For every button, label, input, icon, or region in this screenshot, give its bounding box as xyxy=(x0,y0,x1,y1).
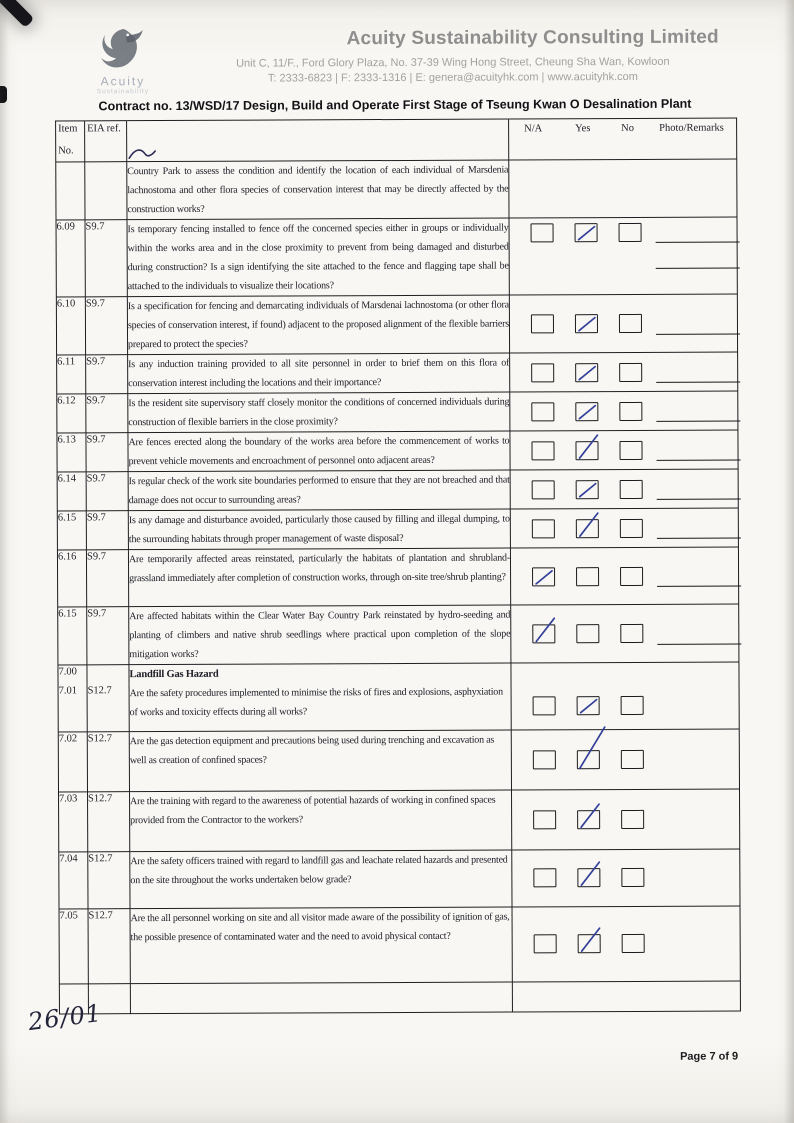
question-cell: Is regular check of the work site boundaries performed to ensure that they are not breached and that damage does not occur to surrounding areas? xyxy=(128,470,510,511)
answer-cell xyxy=(510,547,738,605)
checklist-row xyxy=(57,391,738,433)
remark-blank-line[interactable] xyxy=(657,585,741,586)
answer-cell xyxy=(512,849,740,907)
checklist-row xyxy=(56,159,737,220)
answer-cell xyxy=(511,682,739,730)
item-no-cell: 7.02 xyxy=(58,731,87,791)
answer-cell xyxy=(510,469,738,509)
question-cell: Is any damage and disturbance avoided, particularly those caused by filling and illegal dumping, to the surrounding habitats through proper management of waste disposal? xyxy=(128,509,510,550)
eia-ref-cell: S9.7 xyxy=(85,220,127,297)
checklist-row xyxy=(56,217,737,297)
remark-blank-line[interactable] xyxy=(657,459,741,460)
checkbox-no[interactable] xyxy=(622,934,645,953)
checklist-row xyxy=(58,604,739,665)
item-no-cell: 6.15 xyxy=(57,511,86,550)
company-contact: T: 2333-6823 | F: 2333-1316 | E: genera@acuityhk.com | www.acuityhk.com xyxy=(267,70,638,85)
page-number: Page 7 of 9 xyxy=(680,1050,739,1063)
answer-cell xyxy=(509,159,737,218)
header-question-column xyxy=(127,119,509,162)
checkbox-yes[interactable] xyxy=(575,441,598,460)
check-mark-icon xyxy=(578,751,600,769)
header-eia-ref xyxy=(85,121,127,162)
check-mark-icon xyxy=(577,520,599,538)
question-cell xyxy=(130,982,512,1014)
checkbox-yes[interactable] xyxy=(577,868,600,887)
item-no-cell: 6.14 xyxy=(57,472,86,511)
company-address: Unit C, 11/F., Ford Glory Plaza, No. 37-39 Wing Hong Street, Cheung Sha Wan, Kowloon xyxy=(236,55,670,70)
checkbox-no[interactable] xyxy=(621,809,644,828)
check-mark-icon xyxy=(578,697,600,715)
checkbox-yes[interactable] xyxy=(575,314,598,333)
check-mark-icon xyxy=(578,811,600,829)
checkbox-no[interactable] xyxy=(620,566,643,585)
item-no-cell: 7.05 xyxy=(59,908,88,983)
question-cell: Are affected habitats within the Clear Water Bay Country Park reinstated by hydro-seeding and planting of climbers and native shrub seedlings where practical upon completion of the slope mitigation works? xyxy=(129,605,511,665)
question-cell: Are the training with regard to the awareness of potential hazards of working in confined spaces provided from the Contractor to the workers? xyxy=(129,790,511,852)
checkbox-na[interactable] xyxy=(531,402,554,421)
checkbox-no[interactable] xyxy=(620,518,643,537)
eia-ref-cell: S12.7 xyxy=(88,851,130,908)
handwritten-date: 26/01 xyxy=(26,998,104,1037)
header-item-no xyxy=(56,121,85,162)
question-cell: Are the safety procedures implemented to minimise the risks of fires and explosions, asphyxiation of works and toxicity effects during all works? xyxy=(129,683,511,732)
eia-ref-cell xyxy=(85,162,127,220)
checklist-row xyxy=(56,294,737,355)
remark-blank-line[interactable] xyxy=(656,382,740,383)
header-eia-label: EIA ref. xyxy=(87,123,121,135)
checklist-body xyxy=(56,159,741,1013)
check-mark-icon xyxy=(579,935,601,953)
item-no-cell: 7.03 xyxy=(59,791,88,851)
answer-cell xyxy=(509,294,737,353)
checkbox-no[interactable] xyxy=(619,440,642,459)
section-heading-cell: Landfill Gas Hazard xyxy=(129,663,511,684)
checklist-table xyxy=(55,118,741,1014)
answer-cell xyxy=(509,217,737,295)
checkbox-no[interactable] xyxy=(619,223,642,242)
answer-cell xyxy=(512,981,740,1012)
item-no-cell: 7.00 xyxy=(58,665,87,685)
checklist-row xyxy=(59,849,740,909)
item-no-cell: 6.11 xyxy=(57,355,86,394)
eia-ref-cell: S12.7 xyxy=(87,684,129,731)
answer-cell xyxy=(510,430,738,470)
check-mark-icon xyxy=(578,869,600,887)
item-no-cell: 7.04 xyxy=(59,851,88,908)
item-no-cell: 6.13 xyxy=(57,433,86,472)
answer-cell xyxy=(511,729,739,790)
item-no-cell: 7.01 xyxy=(58,684,87,731)
contract-title: Contract no. 13/WSD/17 Design, Build and Operate First Stage of Tseung Kwan O Desalination Plant xyxy=(98,96,692,114)
answer-cell xyxy=(510,352,738,392)
item-no-cell: 6.12 xyxy=(57,394,86,433)
checkbox-na[interactable] xyxy=(533,696,556,715)
item-no-cell: 6.09 xyxy=(56,220,85,297)
header-answer-columns xyxy=(509,118,737,160)
checkbox-na[interactable] xyxy=(531,363,554,382)
checkbox-na[interactable] xyxy=(531,441,554,460)
checkbox-na[interactable] xyxy=(531,223,554,242)
checkbox-yes[interactable] xyxy=(576,480,599,499)
checkbox-yes[interactable] xyxy=(576,519,599,538)
checkbox-yes[interactable] xyxy=(577,696,600,715)
table-header-row xyxy=(56,118,737,162)
checklist-row xyxy=(59,789,740,852)
logo-subtitle: Sustainability xyxy=(96,88,150,96)
checkbox-yes[interactable] xyxy=(577,750,600,769)
checkbox-yes[interactable] xyxy=(575,363,598,382)
checkbox-no[interactable] xyxy=(619,362,642,381)
checklist-row xyxy=(57,508,738,550)
question-cell: Country Park to assess the condition and identify the location of each individual of Marsdenia lachnostoma and other flora species of conservation interest that may be directly affected by the construction works? xyxy=(127,160,509,220)
checkbox-yes[interactable] xyxy=(577,810,600,829)
question-cell: Are the safety officers trained with regard to landfill gas and leachate related hazards and presented on the site throughout the works undertaken below grade? xyxy=(130,850,512,909)
check-mark-icon xyxy=(576,315,598,333)
checkbox-yes[interactable] xyxy=(576,567,599,586)
check-mark-icon xyxy=(576,403,598,421)
eia-ref-cell xyxy=(87,665,129,685)
item-no-cell xyxy=(56,162,85,220)
checkbox-na[interactable] xyxy=(531,314,554,333)
header-item-label: Item xyxy=(58,123,78,135)
checkbox-na[interactable] xyxy=(533,750,556,769)
checklist-row xyxy=(57,469,738,511)
eia-ref-cell: S9.7 xyxy=(87,607,129,665)
eia-ref-cell: S12.7 xyxy=(88,908,130,983)
eia-ref-cell: S9.7 xyxy=(86,355,128,394)
check-mark-icon xyxy=(533,625,555,643)
checkbox-na[interactable] xyxy=(533,810,556,829)
eia-ref-cell: S9.7 xyxy=(86,394,128,433)
checkbox-no[interactable] xyxy=(619,401,642,420)
answer-cell xyxy=(512,906,740,982)
remark-blank-line[interactable] xyxy=(656,421,740,422)
check-mark-icon xyxy=(576,364,598,382)
checkbox-no[interactable] xyxy=(621,868,644,887)
checkbox-no[interactable] xyxy=(621,749,644,768)
checklist-row xyxy=(57,430,738,472)
checkbox-no[interactable] xyxy=(619,314,642,333)
header-no-col-label: No xyxy=(621,122,634,135)
item-no-cell: 6.10 xyxy=(56,297,85,355)
checkbox-no[interactable] xyxy=(621,696,644,715)
checkbox-na[interactable] xyxy=(532,624,555,643)
eia-ref-cell: S12.7 xyxy=(87,791,129,851)
checklist-row xyxy=(59,906,740,984)
header-remarks-label: Photo/Remarks xyxy=(659,122,724,134)
answer-cell xyxy=(511,662,739,682)
remark-blank-line[interactable] xyxy=(657,537,741,538)
question-cell: Are fences erected along the boundary of the works area before the commencement of works to prevent vehicle movements and encroachment of personnel onto adjacent areas? xyxy=(128,431,510,472)
item-no-cell: 6.15 xyxy=(58,607,87,665)
checkbox-na[interactable] xyxy=(533,868,556,887)
header-na-label: N/A xyxy=(524,123,543,135)
checkbox-yes[interactable] xyxy=(576,624,599,643)
check-mark-icon xyxy=(576,442,598,460)
checkbox-na[interactable] xyxy=(534,934,557,953)
logo-name: Acuity xyxy=(100,74,146,89)
checkbox-yes[interactable] xyxy=(578,934,601,953)
header-yes-label: Yes xyxy=(575,123,591,135)
question-cell: Are the all personnel working on site and all visitor made aware of the possibility of ignition of gas, the possible presence of contaminated water and the need to avoid physical contact? xyxy=(130,907,512,984)
checklist-row xyxy=(57,547,738,607)
question-cell: Is a specification for fencing and demarcating individuals of Marsdenai lachnostoma (or other flora species of conservation interest, if found) adjacent to the proposed alignment of the flexible barriers prepared to protect the species? xyxy=(127,295,509,355)
checklist-row xyxy=(57,352,738,394)
question-cell: Are the gas detection equipment and precautions being used during trenching and excavation as well as creation of confined spaces? xyxy=(129,730,511,792)
eia-ref-cell: S9.7 xyxy=(86,472,128,511)
check-mark-icon xyxy=(533,568,555,586)
checkbox-na[interactable] xyxy=(532,567,555,586)
header-no-label: No. xyxy=(58,145,74,157)
eia-ref-cell: S12.7 xyxy=(87,731,129,791)
remark-blank-line[interactable] xyxy=(657,498,741,499)
answer-cell xyxy=(511,604,739,663)
answer-cell xyxy=(510,391,738,431)
eia-ref-cell: S9.7 xyxy=(86,511,128,550)
remark-blank-line[interactable] xyxy=(656,242,740,243)
item-no-cell: 6.16 xyxy=(57,550,86,607)
checklist-row xyxy=(59,981,740,1014)
remark-blank-line[interactable] xyxy=(656,333,740,334)
checkbox-no[interactable] xyxy=(620,479,643,498)
check-mark-icon xyxy=(576,224,598,242)
answer-cell xyxy=(511,789,739,850)
eia-ref-cell: S9.7 xyxy=(85,297,127,355)
company-name: Acuity Sustainability Consulting Limited xyxy=(346,26,719,50)
question-cell: Are temporarily affected areas reinstated, particularly the habitats of plantation and shrubland-grassland immediately after completion of construction works, through on-site tree/shrub planting? xyxy=(128,548,510,607)
question-cell: Is temporary fencing installed to fence off the concerned species either in groups or individually within the works area and in the close proximity to prevent from being damaged and disturbed during construction? Is a sign identifying the site attached to the fence and flagging tape shall be attached to the individuals to visualize their locations? xyxy=(127,218,509,297)
answer-cell xyxy=(510,508,738,548)
remark-blank-line[interactable] xyxy=(657,643,741,644)
question-cell: Is any induction training provided to all site personnel in order to brief them on this flora of conservation interest including the locations and their importance? xyxy=(128,353,510,394)
checkbox-yes[interactable] xyxy=(575,223,598,242)
eia-ref-cell: S9.7 xyxy=(86,550,128,607)
checklist-row xyxy=(58,682,739,732)
checkbox-yes[interactable] xyxy=(575,402,598,421)
eia-ref-cell: S9.7 xyxy=(86,433,128,472)
checklist-row xyxy=(58,729,739,792)
check-mark-icon xyxy=(577,481,599,499)
question-cell: Is the resident site supervisory staff closely monitor the conditions of concerned individuals during construction of flexible barriers in the close proximity? xyxy=(128,392,510,433)
remark-blank-line[interactable] xyxy=(656,268,740,269)
checkbox-na[interactable] xyxy=(532,480,555,499)
checkbox-no[interactable] xyxy=(620,624,643,643)
checkbox-na[interactable] xyxy=(532,519,555,538)
